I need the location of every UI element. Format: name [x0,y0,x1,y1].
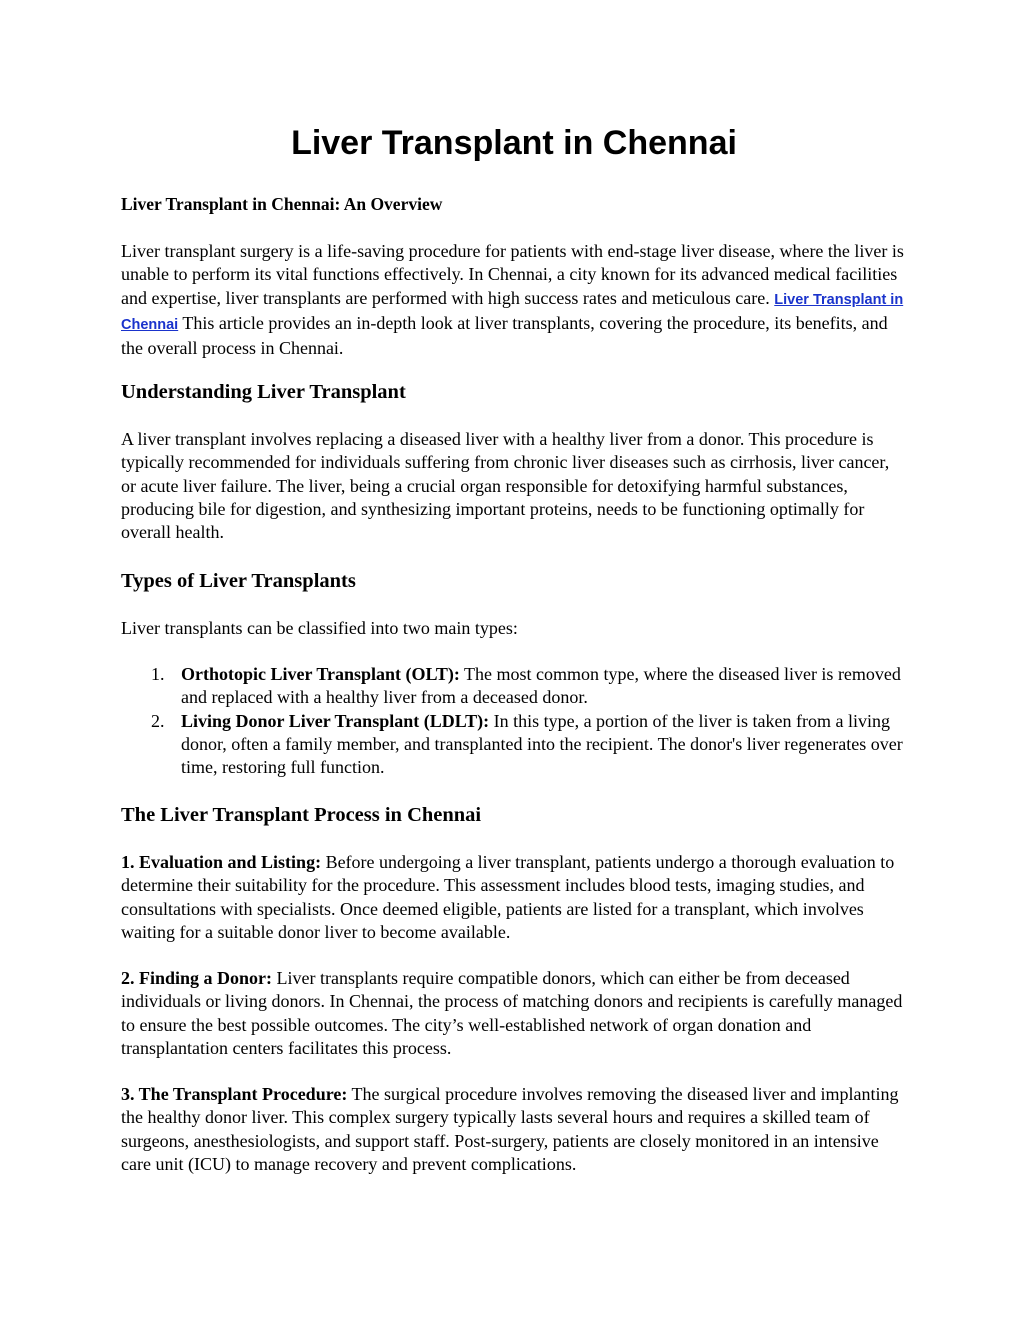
list-number: 1. [151,664,165,684]
intro-text-after: This article provides an in-depth look at liver transplants, covering the procedure, its benefits, and the overall process in Chennai. [121,312,888,359]
step-label: 3. The Transplant Procedure: [121,1084,348,1104]
types-heading: Types of Liver Transplants [121,570,356,592]
list-item-olt [121,663,907,710]
step-label: 2. Finding a Donor: [121,968,273,988]
page-title: Liver Transplant in Chennai [291,124,737,162]
types-list [121,663,907,779]
process-step-evaluation [121,851,907,944]
intro-paragraph [121,240,907,360]
process-step-procedure [121,1083,907,1176]
list-item-ldlt [121,710,907,780]
step-text: Before undergoing a liver transplant, patients undergo a thorough evaluation to determine their suitability for the procedure. This assessment includes blood tests, imaging studies, and consultations with specialists. Once deemed eligible, patients are listed for a transplant, which involves waiting for a suitable donor liver to become available. [121,852,895,942]
chennai-transplant-link[interactable]: Liver Transplant in Chennai [121,291,904,333]
understanding-paragraph: A liver transplant involves replacing a diseased liver with a healthy liver from a donor. This procedure is typically recommended for individuals suffering from chronic liver diseases such as cirrhosis, liver cancer, or acute liver failure. The liver, being a crucial organ responsible for detoxifying harmful substances, producing bile for digestion, and synthesizing important proteins, needs to be functioning optimally for overall health. [121,429,890,543]
step-label: 1. Evaluation and Listing: [121,852,322,872]
list-item-label: Orthotopic Liver Transplant (OLT): [181,664,460,684]
process-step-donor [121,967,907,1060]
list-item-text: In this type, a portion of the liver is taken from a living donor, often a family member, and transplanted into the recipient. The donor's liver regenerates over time, restoring full function. [181,710,903,778]
list-item-label: Living Donor Liver Transplant (LDLT): [181,710,490,731]
list-number: 2. [151,710,165,731]
process-heading: The Liver Transplant Process in Chennai [121,804,482,826]
intro-text-before: Liver transplant surgery is a life-saving procedure for patients with end-stage liver disease, where the liver is unable to perform its vital functions effectively. In Chennai, a city known for its advanced medical facilities and expertise, liver transplants are performed with high success rates and meticulous care. [121,241,904,308]
step-text: Liver transplants require compatible donors, which can either be from deceased individuals or living donors. In Chennai, the process of matching donors and recipients is carefully managed to ensure the best possible outcomes. The city’s well-established network of organ donation and transplantation centers facilitates this process. [121,968,903,1058]
list-item-text: The most common type, where the diseased liver is removed and replaced with a healthy liver from a deceased donor. [181,664,901,708]
step-text: The surgical procedure involves removing the diseased liver and implanting the healthy donor liver. This complex surgery typically lasts several hours and requires a skilled team of surgeons, anesthesiologists, and support staff. Post-surgery, patients are closely monitored in an intensive care unit (ICU) to manage recovery and prevent complications. [121,1084,899,1174]
understanding-heading: Understanding Liver Transplant [121,381,406,403]
overview-subtitle: Liver Transplant in Chennai: An Overview [121,194,443,214]
types-intro: Liver transplants can be classified into two main types: [121,618,518,638]
